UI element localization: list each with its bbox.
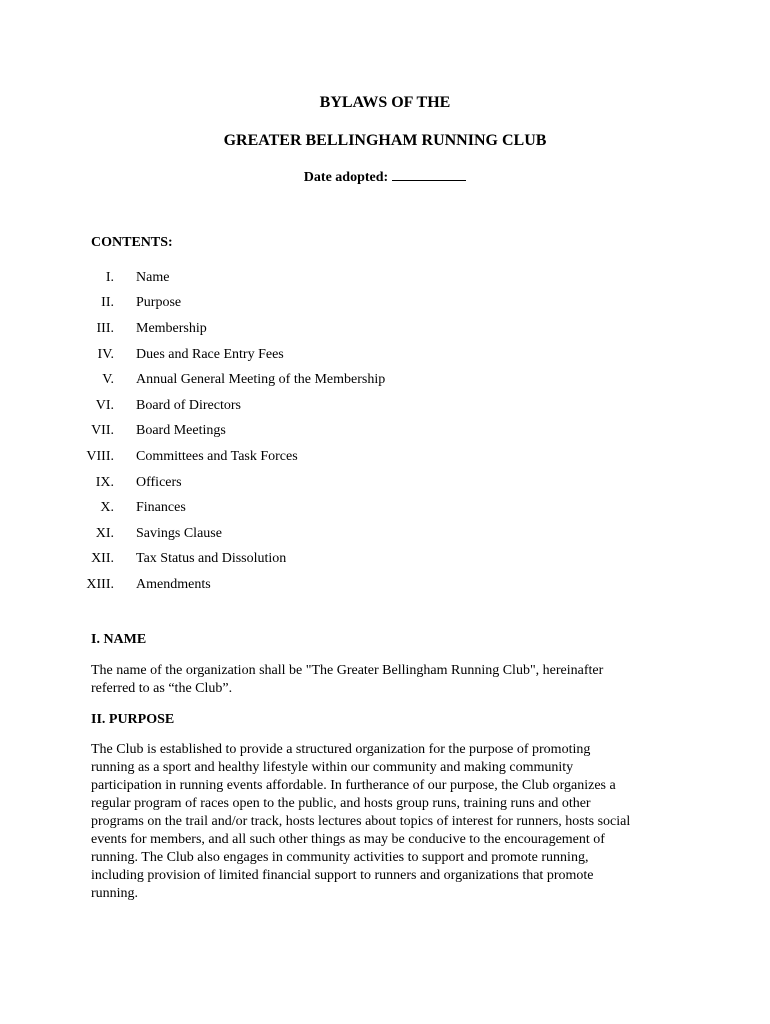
date-adopted-label: Date adopted: xyxy=(303,170,389,185)
toc-item xyxy=(78,316,578,342)
paragraph-line: events for members, and all such other things as may be conducive to the encouragement of xyxy=(91,832,605,847)
toc-item-label: Name xyxy=(136,269,170,285)
paragraph-line: The Club is established to provide a structured organization for the purpose of promoting xyxy=(91,742,591,757)
paragraph-line: running. The Club also engages in community activities to support and promote running, xyxy=(91,850,589,865)
toc-item-number: II. xyxy=(101,295,114,311)
toc-item-number: VII. xyxy=(91,423,114,439)
toc-item-number: XII. xyxy=(91,551,114,567)
section-body-name xyxy=(91,662,691,698)
contents-heading: CONTENTS: xyxy=(91,235,173,250)
toc-item-number: I. xyxy=(105,269,114,285)
toc-item-number: XIII. xyxy=(86,576,114,592)
toc-item xyxy=(78,342,578,368)
toc-item-number: VIII. xyxy=(86,448,114,464)
section-heading-purpose: II. PURPOSE xyxy=(91,712,175,727)
paragraph-line: running as a sport and healthy lifestyle within our community and making community xyxy=(91,760,574,775)
toc-item xyxy=(78,291,578,317)
date-adopted-line xyxy=(0,166,770,188)
toc-item xyxy=(78,367,578,393)
section-heading-name: I. NAME xyxy=(91,632,147,647)
toc-item-label: Finances xyxy=(136,500,186,516)
toc-item-label: Membership xyxy=(136,320,207,336)
toc-item-number: V. xyxy=(102,372,114,388)
toc-item xyxy=(78,419,578,445)
toc-item xyxy=(78,547,578,573)
date-adopted-blank xyxy=(392,166,466,181)
toc-item xyxy=(78,393,578,419)
paragraph-line: regular program of races open to the public, and hosts group runs, training runs and other xyxy=(91,796,591,811)
toc-item-label: Dues and Race Entry Fees xyxy=(136,346,284,362)
toc-item xyxy=(78,521,578,547)
toc-item xyxy=(78,495,578,521)
toc-item-number: VI. xyxy=(95,397,114,413)
toc-item-number: IV. xyxy=(97,346,114,362)
toc-item xyxy=(78,572,578,598)
paragraph-line: participation in running events affordable. In furtherance of our purpose, the Club organizes a xyxy=(91,778,616,793)
toc-item-label: Board of Directors xyxy=(136,397,241,413)
toc-item-number: III. xyxy=(96,320,114,336)
section-body-purpose xyxy=(91,741,691,903)
toc-item xyxy=(78,444,578,470)
toc-item-number: IX. xyxy=(95,474,114,490)
paragraph-line: programs on the trail and/or track, hosts lectures about topics of interest for runners, hosts social xyxy=(91,814,631,829)
paragraph-line: referred to as “the Club”. xyxy=(91,681,233,696)
toc-item-label: Tax Status and Dissolution xyxy=(136,551,287,567)
toc-item xyxy=(78,265,578,291)
toc-item-label: Officers xyxy=(136,474,182,490)
paragraph-line: The name of the organization shall be "The Greater Bellingham Running Club", hereinafter xyxy=(91,663,604,678)
document-title-line-2: GREATER BELLINGHAM RUNNING CLUB xyxy=(223,132,547,149)
toc-item-label: Purpose xyxy=(136,295,182,311)
paragraph-line: running. xyxy=(91,886,139,901)
toc-item-number: X. xyxy=(100,500,114,516)
document-title-line-1: BYLAWS OF THE xyxy=(319,94,451,111)
toc-item-label: Board Meetings xyxy=(136,423,226,439)
paragraph-line: including provision of limited financial support to runners and organizations that promote xyxy=(91,868,594,883)
table-of-contents xyxy=(78,265,578,598)
toc-item xyxy=(78,470,578,496)
toc-item-number: XI. xyxy=(95,525,114,541)
toc-item-label: Amendments xyxy=(136,576,211,592)
toc-item-label: Savings Clause xyxy=(136,525,222,541)
toc-item-label: Annual General Meeting of the Membership xyxy=(136,372,386,388)
toc-item-label: Committees and Task Forces xyxy=(136,448,298,464)
